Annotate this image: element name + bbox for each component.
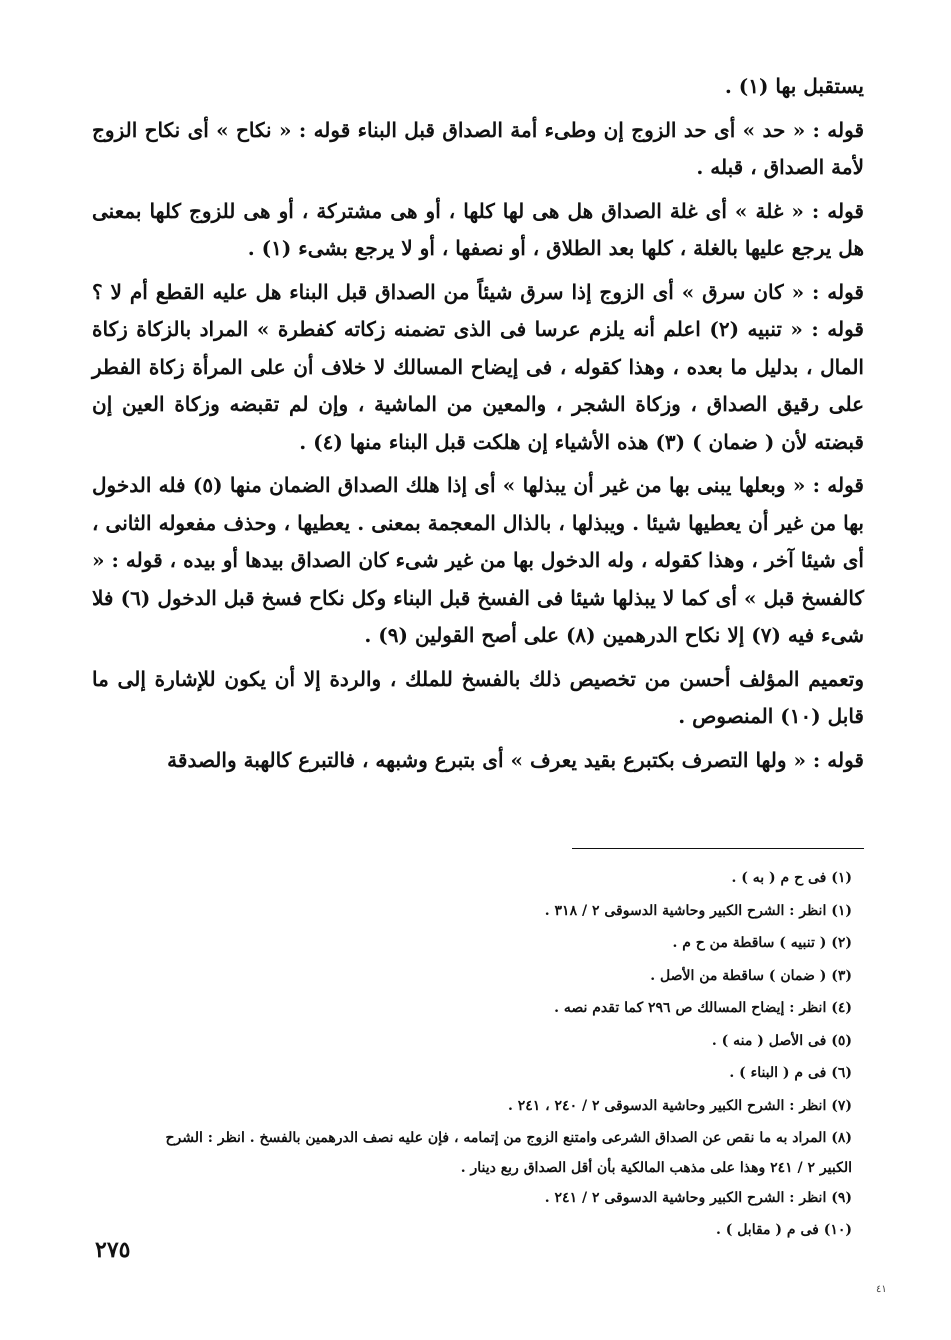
footnote: (٢) ( تنبيه ) ساقطة من ح م . [672, 935, 852, 951]
paragraph: وتعميم المؤلف أحسن من تخصيص ذلك بالفسخ للملك ، والردة إلا أن يكون للإشارة إلى ما قابل (١٠) المنصوص . [92, 666, 864, 728]
footnote-separator [572, 848, 864, 849]
footnote: (٩) انظر : الشرح الكبير وحاشية الدسوقى ٢ / ٢٤١ . [544, 1189, 852, 1206]
paragraph: قوله : « غلة » أى غلة الصداق هل هى لها كلها ، أو هى مشتركة ، أو هى للزوج كلها بمعنى هل يرجع عليها بالغلة ، كلها بعد الطلاق ، أو نصفها ، أو لا يرجع بشىء (١) . [92, 198, 864, 260]
footnote: (١) انظر : الشرح الكبير وحاشية الدسوقى ٢ / ٣١٨ . [544, 902, 852, 919]
paragraph: قوله : « ولها التصرف بكتبرع بقيد يعرف » أى بتبرع وشبهه ، فالتبرع كالهبة والصدقة [167, 747, 864, 772]
paragraph: قوله : « وبعلها يبنى بها من غير أن يبذلها » أى إذا هلك الصداق الضمان منها (٥) فله الدخول بها من غير أن يعطيها شيئا . ويبذلها ، بالذال المعجمة بمعنى . يعطيها ، وحذف مفعوله الثانى ، أى شيئا آخر ، وهذا كقوله ، وله الدخول بها من غير شىء كان الصداق بيدها أو بيده ، قوله : « كالفسخ قبل » أى كما لا يبذلها شيئا فى الفسخ قبل البناء وكل نكاح فسخ قبل الدخول (٦) فلا شىء فيه (٧) إلا نكاح الدرهمين (٨) على أصح القولين (٩) . [92, 473, 864, 647]
footnote: (٣) ( ضمان ) ساقطة من الأصل . [650, 967, 852, 984]
corner-mark: ٤١ [876, 1284, 887, 1295]
paragraph: قوله : « حد » أى حد الزوج إن وطىء أمة الصداق قبل البناء قوله : « نكاح » أى نكاح الزوج لأمة الصداق ، قبله . [92, 117, 864, 179]
paragraph: قوله : « كان سرق » أى الزوج إذا سرق شيئاً من الصداق قبل البناء هل عليه القطع أم لا ؟ قوله : « تنبيه (٢) اعلم أنه يلزم عرسا فى الذى تضمنه زكاته كفطرة » المراد بالزكاة زكاة المال ، بدليل ما بعده ، وهذا كقوله ، فى إيضاح المسالك لا خلاف أن على المرأة زكاة الفطر على رقيق الصداق ، وزكاة الشجر ، والمعين من الماشية ، وإن لم تقبضه وزكاة العين إن قبضته لأن ( ضمان ) (٣) هذه الأشياء إن هلكت قبل البناء منها (٤) . [92, 279, 864, 454]
footnotes [92, 862, 852, 1247]
footnote: (١٠) فى م ( مقابل ) . [715, 1222, 852, 1238]
page-number: ٢٧٥ [95, 1237, 131, 1263]
paragraph: يستقبل بها (١) . [724, 74, 864, 98]
footnote: (٤) انظر : إيضاح المسالك ص ٢٩٦ كما تقدم نصه . [554, 1000, 852, 1016]
footnote: (٧) انظر : الشرح الكبير وحاشية الدسوقى ٢ / ٢٤٠ ، ٢٤١ . [507, 1097, 852, 1114]
footnote: (١) فى ح م ( به ) . [731, 870, 852, 886]
main-text [92, 68, 864, 785]
footnote: (٨) المراد به ما نقص عن الصداق الشرعى وامتنع الزوج من إتمامه ، فإن عليه نصف الدرهمين بالفسخ . انظر : الشرح [165, 1130, 852, 1146]
footnote: (٦) فى م ( البناء ) . [729, 1065, 852, 1081]
footnote-continuation: الكبير ٢ / ٢٤١ وهذا على مذهب المالكية بأن أقل الصداق ربع دينار . [460, 1159, 852, 1176]
footnote: (٥) فى الأصل ( منه ) . [711, 1032, 852, 1049]
